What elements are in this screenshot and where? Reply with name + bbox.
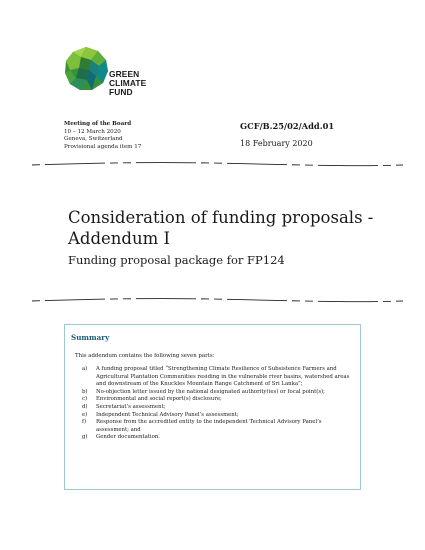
page-subtitle: Funding proposal package for FP124 — [68, 253, 285, 267]
summary-title: Summary — [71, 333, 110, 342]
summary-box — [64, 324, 361, 490]
meeting-title: Meeting of the Board — [64, 121, 132, 127]
meeting-info — [64, 121, 141, 151]
list-item: c) Environmental and social report(s) disclosure; — [82, 396, 222, 403]
list-item: b) No-objection letter issued by the national designated authority(ies) or focal point(s); — [82, 388, 325, 395]
agenda-item: Provisional agenda item 17 — [64, 143, 142, 150]
meeting-dates: 10 – 12 March 2020 — [64, 128, 121, 135]
document-code: GCF/B.25/02/Add.01 — [240, 121, 335, 131]
summary-list — [82, 366, 352, 442]
list-item: g) Gender documentation. — [82, 434, 160, 441]
page-title: Consideration of funding proposals - Addendum I — [68, 208, 374, 248]
document-info — [240, 121, 334, 148]
meeting-location: Geneva, Switzerland — [64, 136, 123, 143]
list-item: f) Response from the accredited entity to the independent Technical Advisory Panel’s assessment; and — [82, 419, 322, 433]
gcf-logo — [63, 46, 183, 106]
list-item: a) A funding proposal titled “Strengthening Climate Resilience of Subsistence Farmers and Agricultural Plantation Communities residing in the vulnerable river basins, watershed areas and downstream of the Knuckles Mountain Range Catchment of Sri Lanka”; — [82, 366, 350, 388]
document-date: 18 February 2020 — [240, 139, 313, 148]
logo-wordmark: GREEN CLIMATE FUND — [109, 69, 147, 97]
top-divider — [30, 162, 405, 168]
summary-intro: This addendum contains the following seven parts: — [75, 353, 215, 359]
list-item: d) Secretariat’s assessment; — [82, 403, 166, 410]
globe-logo-icon — [63, 46, 109, 92]
bottom-divider — [30, 298, 405, 304]
list-item: e) Independent Technical Advisory Panel’s assessment; — [82, 411, 239, 418]
